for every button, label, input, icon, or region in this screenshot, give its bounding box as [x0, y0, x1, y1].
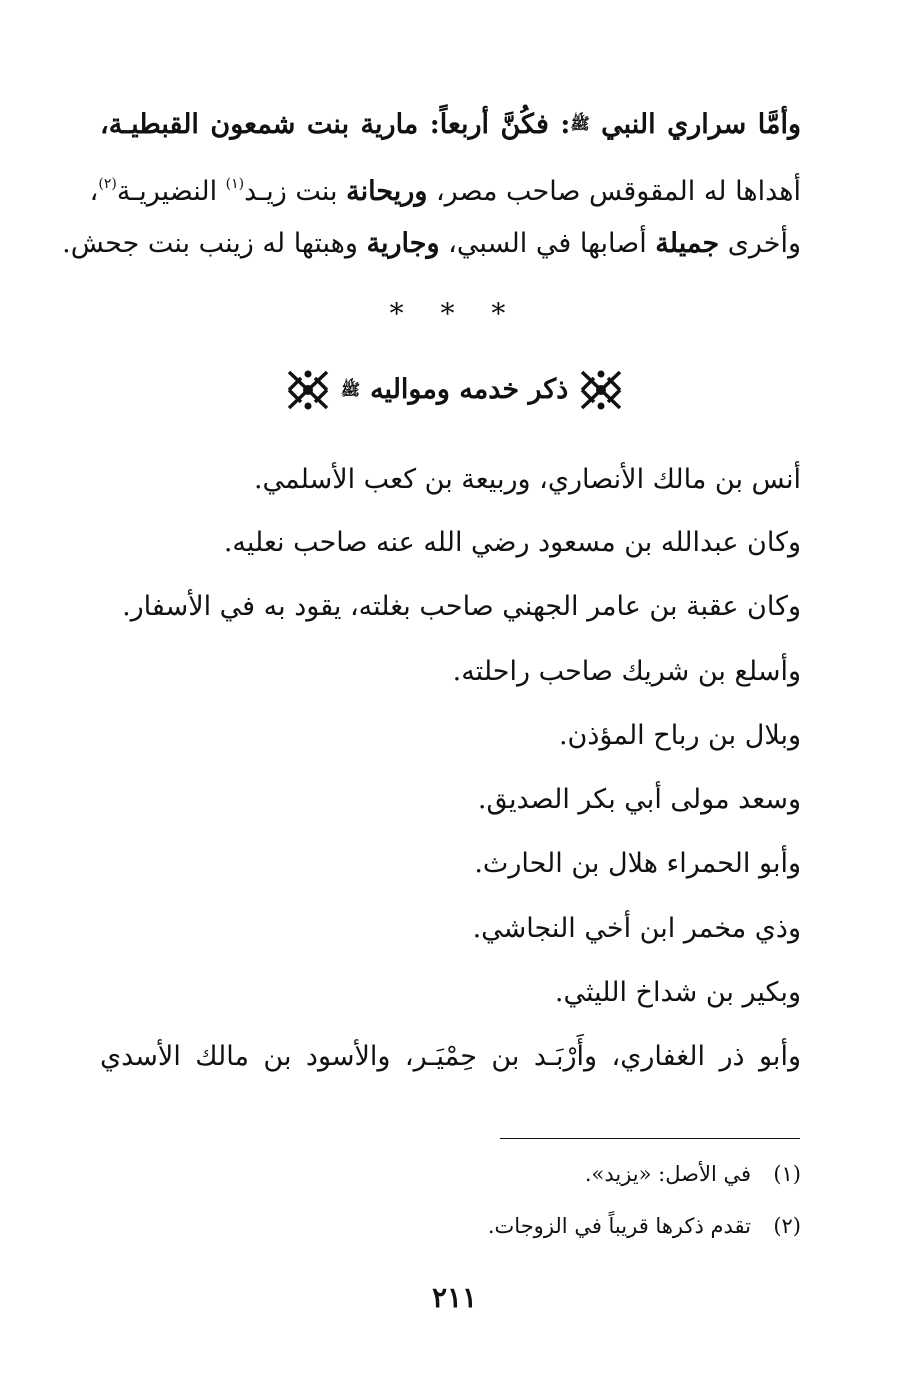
paragraph-text: وهبتها له زينب بنت جحش.: [62, 228, 367, 259]
ornament-left-icon: [285, 368, 331, 412]
servant-line: وأبو ذر الغفاري، وأَرْبَـد بن حِمْيَـر، والأسود بن مالك الأسدي: [100, 1041, 801, 1072]
concubine-name-jamila: جميلة: [655, 228, 720, 259]
footnote-text: في الأصل: «يزيد».: [584, 1162, 751, 1186]
footnote-2: [488, 1210, 801, 1242]
footnote-number: (١): [773, 1162, 801, 1186]
servant-line: وبكير بن شداخ الليثي.: [554, 977, 801, 1008]
footnote-number: (٢): [773, 1214, 801, 1238]
servant-line: أنس بن مالك الأنصاري، وربيعة بن كعب الأسلمي.: [253, 464, 801, 495]
salla-glyph: ﷺ: [570, 114, 590, 133]
servant-line: وأبو الحمراء هلال بن الحارث.: [474, 848, 801, 879]
page-number: ٢١١: [431, 1281, 478, 1314]
salla-glyph: ﷺ: [340, 380, 361, 399]
concubines-count: : فكُنَّ أربعاً:: [418, 109, 571, 140]
servant-line: وكان عقبة بن عامر الجهني صاحب بغلته، يقود به في الأسفار.: [122, 591, 801, 622]
footnote-1: [585, 1158, 801, 1190]
concubine-name-jariya: وجارية: [366, 228, 440, 259]
servant-line: وسعد مولى أبي بكر الصديق.: [477, 784, 801, 815]
footnote-divider: [500, 1138, 800, 1139]
footnote-ref-2[interactable]: (٢): [98, 176, 117, 192]
paragraph-text: وأخرى: [719, 228, 801, 259]
footnote-ref-1[interactable]: (١): [225, 176, 245, 192]
servant-line: وكان عبدالله بن مسعود رضي الله عنه صاحب نعليه.: [223, 527, 801, 558]
paragraph-text: النضيريـة: [116, 176, 226, 207]
servant-line: وأسلع بن شريك صاحب راحلته.: [452, 656, 801, 687]
paragraph-text: بنت زيـد: [244, 176, 347, 207]
concubine-name-rayhana: وريحانة: [346, 176, 428, 207]
section-separator: * * *: [389, 297, 520, 330]
paragraph-line-1: [100, 104, 801, 145]
paragraph-text: ،: [89, 176, 99, 207]
chapter-title: ذكر خدمه ومواليه: [370, 374, 569, 405]
servant-line: وبلال بن رباح المؤذن.: [558, 720, 801, 751]
footnote-text: تقدم ذكرها قريباً في الزوجات.: [487, 1214, 751, 1238]
paragraph-line-2: [89, 164, 801, 212]
paragraph-text: أصابها في السبي،: [439, 228, 656, 259]
paragraph-line-3: [62, 224, 801, 264]
paragraph-text: أهداها له المقوقس صاحب مصر،: [427, 176, 801, 207]
concubines-intro: وأمَّا سراري النبي: [589, 109, 802, 140]
chapter-heading: [0, 366, 909, 414]
concubine-name-maria: مارية بنت شمعون القبطيـة،: [100, 109, 419, 140]
servant-line: وذي مخمر ابن أخي النجاشي.: [472, 913, 801, 944]
ornament-right-icon: [578, 368, 624, 412]
